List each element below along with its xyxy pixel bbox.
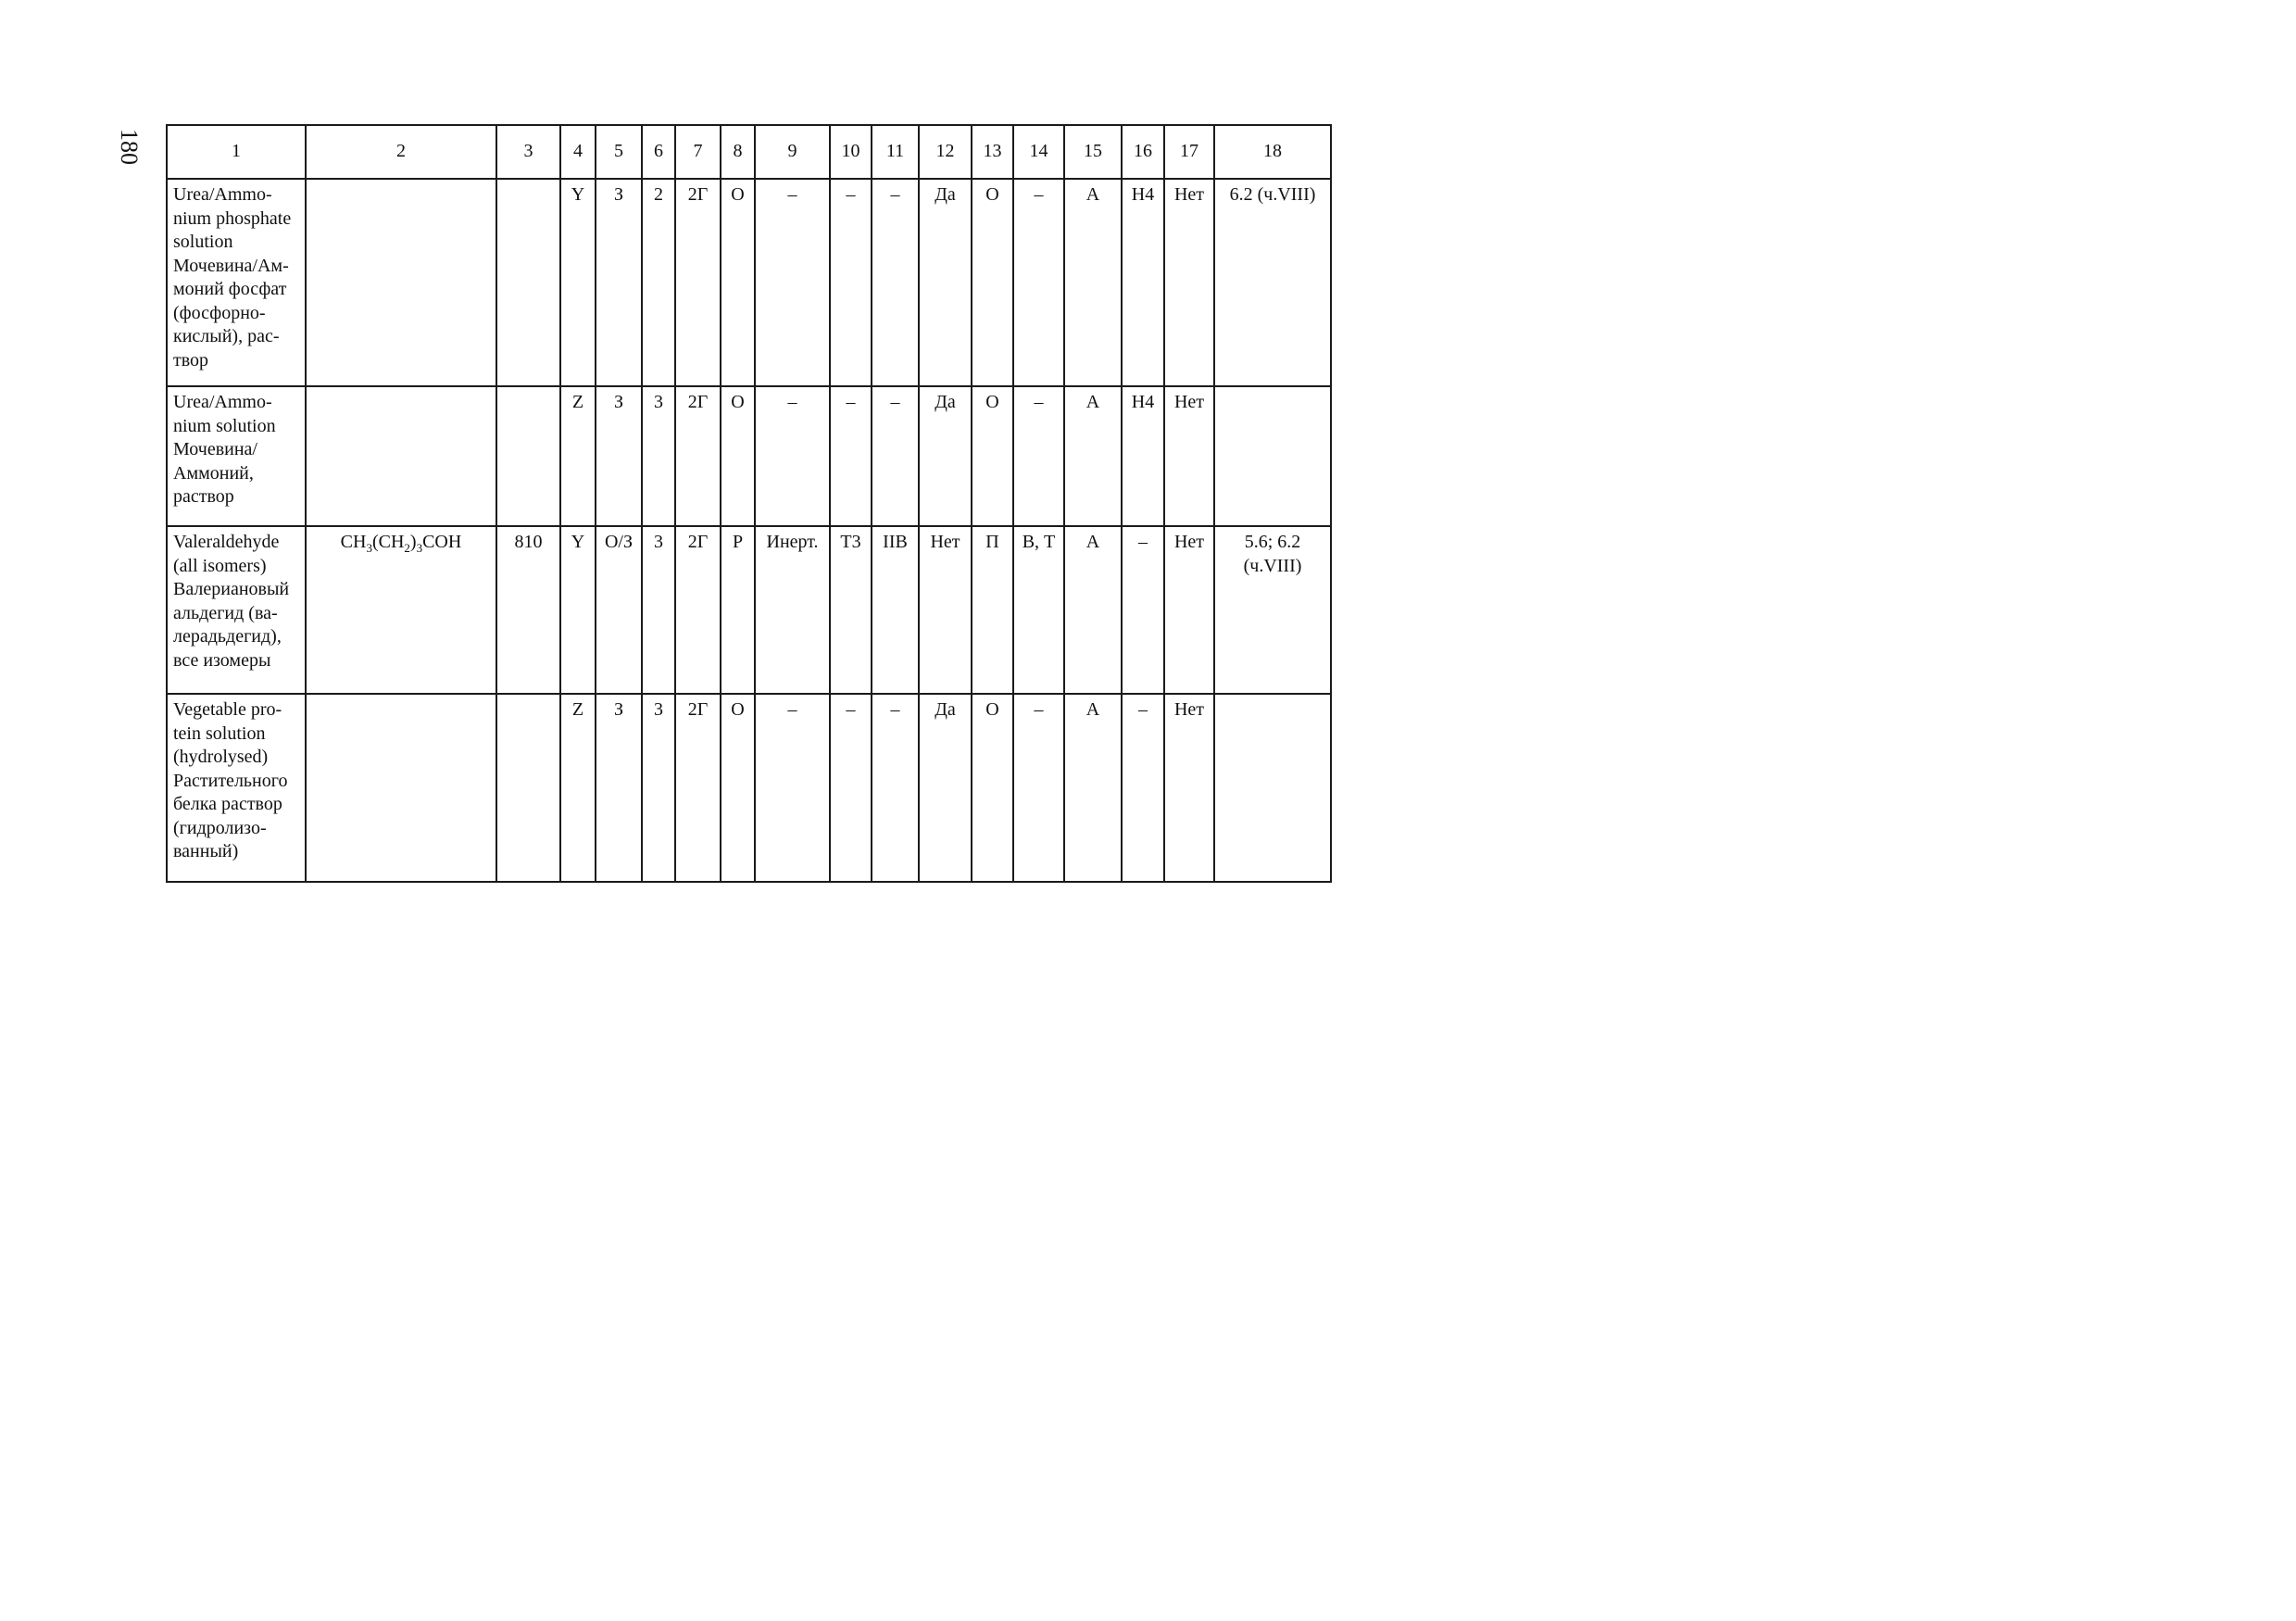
- hazard-cell: З: [596, 179, 642, 386]
- ship-type-cell: 3: [642, 386, 675, 526]
- ship-type-cell: 2: [642, 179, 675, 386]
- un-number-cell: [496, 694, 560, 882]
- flashpoint-cell: Да: [919, 179, 972, 386]
- ship-type-cell: 3: [642, 526, 675, 694]
- tank-vents-cell: О: [721, 179, 755, 386]
- emergency-escape-cell: Нет: [1164, 526, 1214, 694]
- column-header: 2: [306, 125, 496, 179]
- column-header: 7: [675, 125, 721, 179]
- product-name-line: Мочевина/: [173, 439, 257, 459]
- special-requirements-line: 6.2 (ч.VIII): [1229, 184, 1316, 205]
- product-name-cell: [167, 179, 306, 386]
- product-name-line: Urea/Ammo-: [173, 184, 272, 205]
- ship-type-cell: 3: [642, 694, 675, 882]
- tank-environment-cell: –: [755, 694, 830, 882]
- pollution-category-cell: Z: [560, 386, 596, 526]
- product-name-line: Растительного: [173, 770, 288, 791]
- product-name-cell: [167, 526, 306, 694]
- page-number: 180: [116, 129, 143, 165]
- product-name-line: (гидролизо-: [173, 817, 267, 838]
- product-name-line: Аммоний,: [173, 462, 254, 484]
- tank-vents-cell: О: [721, 694, 755, 882]
- product-name-line: (all isomers): [173, 555, 267, 576]
- vapour-detection-cell: В, Т: [1013, 526, 1064, 694]
- apparatus-group-cell: –: [872, 694, 919, 882]
- tank-environment-cell: –: [755, 386, 830, 526]
- gauging-cell: П: [972, 526, 1013, 694]
- pollution-category-cell: Y: [560, 526, 596, 694]
- product-name-line: solution: [173, 232, 233, 252]
- tank-environment-cell: Инерт.: [755, 526, 830, 694]
- product-name-line: лерадьдегид),: [173, 626, 282, 647]
- column-header: 18: [1214, 125, 1331, 179]
- gauging-cell: О: [972, 179, 1013, 386]
- tank-environment-cell: –: [755, 179, 830, 386]
- special-requirements-cell: [1214, 386, 1331, 526]
- special-requirements-line: (ч.VIII): [1243, 555, 1302, 576]
- tank-type-cell: 2Г: [675, 694, 721, 882]
- formula-subscript: 3: [416, 541, 423, 555]
- product-name-line: белка раствор: [173, 794, 282, 814]
- special-requirements-cell: [1214, 179, 1331, 386]
- formula-subscript: 2: [404, 541, 410, 555]
- formula-cell: [306, 694, 496, 882]
- column-header: 3: [496, 125, 560, 179]
- materials-cell: H4: [1122, 386, 1164, 526]
- un-number-cell: [496, 386, 560, 526]
- column-header: 9: [755, 125, 830, 179]
- column-header: 15: [1064, 125, 1122, 179]
- formula-subscript: 3: [366, 541, 372, 555]
- formula-part: ): [409, 532, 417, 552]
- cargo-properties-table: [166, 124, 1332, 883]
- column-header: 1: [167, 125, 306, 179]
- materials-cell: –: [1122, 694, 1164, 882]
- tank-type-cell: 2Г: [675, 386, 721, 526]
- column-header: 4: [560, 125, 596, 179]
- formula-cell: [306, 526, 496, 694]
- vapour-detection-cell: –: [1013, 179, 1064, 386]
- product-name-line: Urea/Ammo-: [173, 392, 272, 412]
- tank-type-cell: 2Г: [675, 526, 721, 694]
- vapour-detection-cell: –: [1013, 386, 1064, 526]
- column-header: 17: [1164, 125, 1214, 179]
- product-name-line: tein solution: [173, 723, 266, 744]
- gauging-cell: О: [972, 694, 1013, 882]
- apparatus-group-cell: –: [872, 179, 919, 386]
- temperature-class-cell: Т3: [830, 526, 872, 694]
- formula-part: COH: [422, 532, 462, 552]
- product-name-line: nium phosphate: [173, 207, 292, 229]
- un-number-cell: 810: [496, 526, 560, 694]
- un-number-cell: [496, 179, 560, 386]
- product-name-line: Valeraldehyde: [173, 532, 280, 552]
- product-name-line: твор: [173, 349, 209, 371]
- column-header: 8: [721, 125, 755, 179]
- flashpoint-cell: Нет: [919, 526, 972, 694]
- product-name-line: раствор: [173, 486, 234, 507]
- formula-part: (CH: [371, 532, 405, 552]
- flashpoint-cell: Да: [919, 694, 972, 882]
- product-name-line: (hydrolysed): [173, 747, 269, 767]
- tank-vents-cell: Р: [721, 526, 755, 694]
- product-name-line: все изомеры: [173, 649, 271, 671]
- temperature-class-cell: –: [830, 179, 872, 386]
- hazard-cell: З: [596, 386, 642, 526]
- apparatus-group-cell: –: [872, 386, 919, 526]
- formula-cell: [306, 179, 496, 386]
- product-name-cell: [167, 386, 306, 526]
- column-number-row: [167, 125, 1331, 179]
- materials-cell: –: [1122, 526, 1164, 694]
- vapour-detection-cell: –: [1013, 694, 1064, 882]
- product-name-line: моний фосфат: [173, 279, 287, 299]
- hazard-cell: О/З: [596, 526, 642, 694]
- product-name-line: ванный): [173, 841, 239, 861]
- product-name-cell: [167, 694, 306, 882]
- tank-vents-cell: О: [721, 386, 755, 526]
- product-name-line: Мочевина/Ам-: [173, 255, 289, 276]
- column-header: 5: [596, 125, 642, 179]
- special-requirements-line: 5.6; 6.2: [1244, 532, 1301, 552]
- column-header: 6: [642, 125, 675, 179]
- apparatus-group-cell: IIB: [872, 526, 919, 694]
- table-row: [167, 386, 1331, 526]
- gauging-cell: О: [972, 386, 1013, 526]
- flashpoint-cell: Да: [919, 386, 972, 526]
- fire-protection-cell: А: [1064, 386, 1122, 526]
- product-name-line: альдегид (ва-: [173, 602, 278, 623]
- emergency-escape-cell: Нет: [1164, 386, 1214, 526]
- table-row: [167, 179, 1331, 386]
- table-row: [167, 694, 1331, 882]
- column-header: 11: [872, 125, 919, 179]
- column-header: 16: [1122, 125, 1164, 179]
- product-name-line: nium solution: [173, 415, 276, 436]
- pollution-category-cell: Z: [560, 694, 596, 882]
- product-name-line: (фосфорно-: [173, 302, 266, 323]
- column-header: 10: [830, 125, 872, 179]
- hazard-cell: З: [596, 694, 642, 882]
- pollution-category-cell: Y: [560, 179, 596, 386]
- column-header: 14: [1013, 125, 1064, 179]
- fire-protection-cell: А: [1064, 179, 1122, 386]
- product-name-line: Vegetable pro-: [173, 699, 282, 720]
- special-requirements-cell: [1214, 694, 1331, 882]
- fire-protection-cell: А: [1064, 526, 1122, 694]
- tank-type-cell: 2Г: [675, 179, 721, 386]
- special-requirements-cell: [1214, 526, 1331, 694]
- emergency-escape-cell: Нет: [1164, 179, 1214, 386]
- emergency-escape-cell: Нет: [1164, 694, 1214, 882]
- product-name-line: кислый), рас-: [173, 326, 280, 346]
- fire-protection-cell: А: [1064, 694, 1122, 882]
- product-name-line: Валериановый: [173, 579, 290, 599]
- temperature-class-cell: –: [830, 694, 872, 882]
- temperature-class-cell: –: [830, 386, 872, 526]
- column-header: 13: [972, 125, 1013, 179]
- materials-cell: H4: [1122, 179, 1164, 386]
- column-header: 12: [919, 125, 972, 179]
- table-row: [167, 526, 1331, 694]
- formula-part: CH: [340, 532, 367, 552]
- formula-cell: [306, 386, 496, 526]
